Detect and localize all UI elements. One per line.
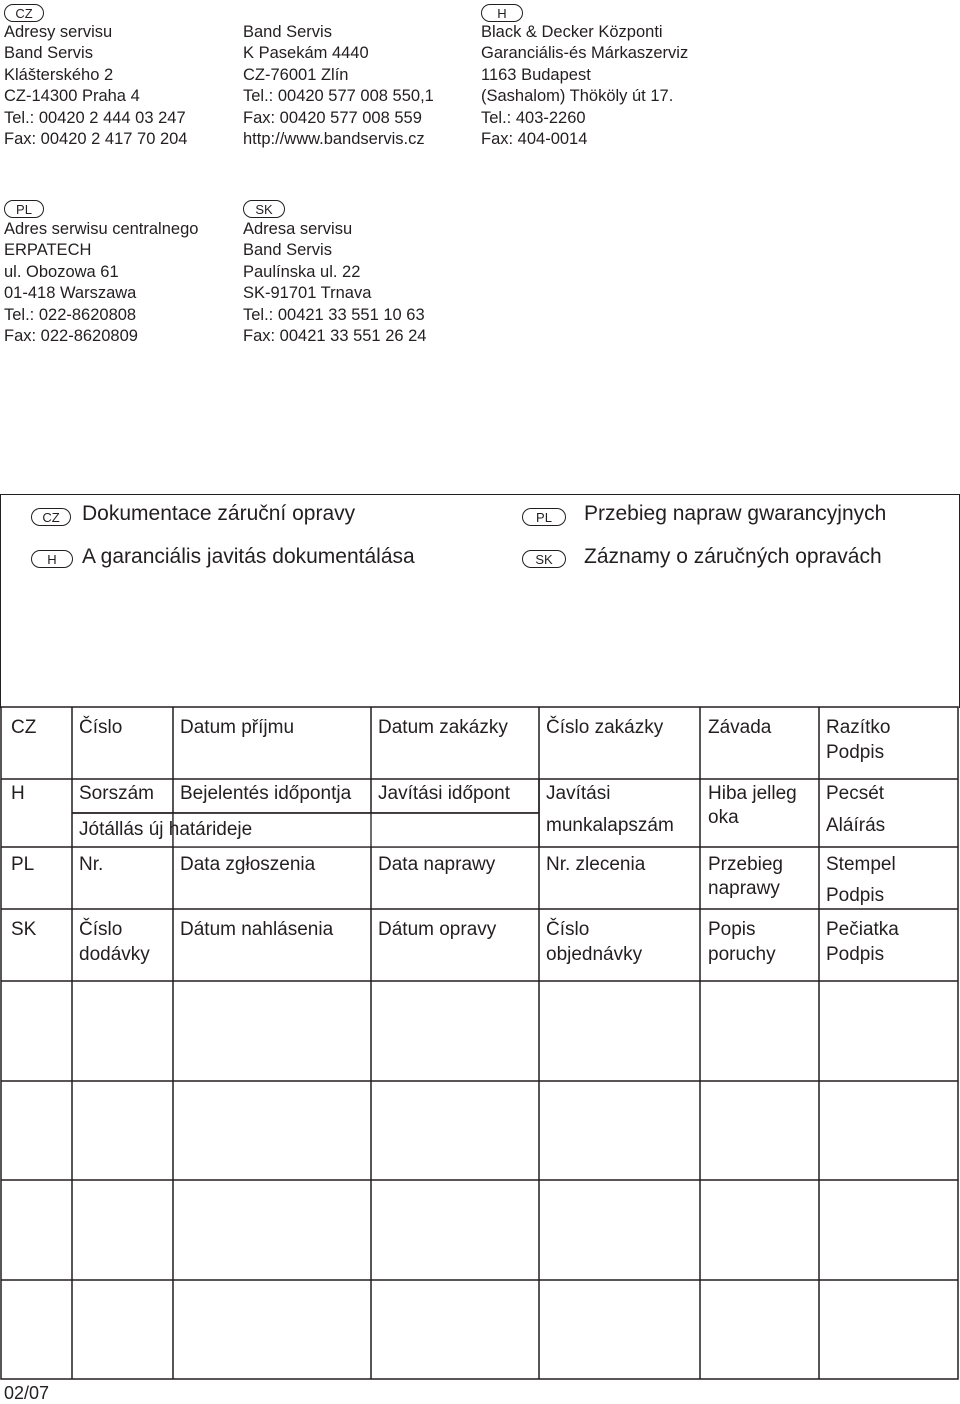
lang-badge-h: H <box>481 4 523 22</box>
lang-badge-pl: PL <box>4 200 44 218</box>
lang-badge-cz: CZ <box>31 508 71 526</box>
col-received-date-h: Bejelentés időpontja <box>180 783 352 804</box>
address-line: Tel.: 022-8620808 <box>4 305 137 324</box>
col-stamp-pl: Stempel <box>826 854 896 875</box>
address-line: 1163 Budapest <box>481 65 591 84</box>
col-signature-h: Aláírás <box>826 815 886 836</box>
address-line: Black & Decker Központi <box>481 23 663 41</box>
lang-badge-sk: SK <box>243 200 285 218</box>
lang-badge-pl: PL <box>522 508 566 526</box>
col-stamp-h: Pecsét <box>826 783 885 804</box>
col-stamp-sk: Pečiatka <box>826 919 899 940</box>
address-line: Tel.: 00420 577 008 550,1 <box>243 87 434 106</box>
col-order-number-sk: Číslo <box>546 919 590 940</box>
col-order-date-h: Javítási időpont <box>378 783 511 804</box>
lang-badge-sk: SK <box>522 550 566 568</box>
col-number-sk-2: dodávky <box>79 944 150 965</box>
col-received-date-cz: Datum příjmu <box>180 717 295 738</box>
col-fault-h-2: oka <box>708 807 739 828</box>
col-received-date-sk: Dátum nahlásenia <box>180 919 334 940</box>
col-fault-pl-2: naprawy <box>708 878 780 899</box>
new-warranty-deadline-h: Jótállás új határideje <box>79 819 253 840</box>
col-order-date-sk: Dátum opravy <box>378 919 497 940</box>
col-stamp-cz: Razítko <box>826 717 891 738</box>
warranty-title-box <box>0 494 960 708</box>
col-order-number-cz: Číslo zakázky <box>546 717 664 738</box>
address-line: SK-91701 Trnava <box>243 284 372 303</box>
lang-badge-h: H <box>31 550 73 568</box>
row-lang-pl: PL <box>11 854 35 875</box>
address-line: Garanciális-és Márkaszerviz <box>481 44 689 63</box>
col-signature-pl: Podpis <box>826 885 885 906</box>
col-number-cz: Číslo <box>79 717 123 738</box>
col-number-sk: Číslo <box>79 919 123 940</box>
col-received-date-pl: Data zgłoszenia <box>180 854 316 875</box>
warranty-table <box>0 706 960 1382</box>
address-line: Tel.: 00421 33 551 10 63 <box>243 305 425 324</box>
col-fault-cz: Závada <box>708 717 772 738</box>
address-line: Fax: 00420 2 417 70 204 <box>4 130 188 149</box>
address-line: K Pasekám 4440 <box>243 44 369 63</box>
col-fault-pl: Przebieg <box>708 854 783 875</box>
title-h: A garanciális javitás dokumentálása <box>82 545 415 568</box>
document-code: 02/07 <box>4 1383 50 1403</box>
address-pl <box>4 219 198 347</box>
address-line: http://www.bandservis.cz <box>243 130 425 149</box>
col-order-number-sk-2: objednávky <box>546 944 643 965</box>
address-sk <box>243 219 426 347</box>
address-h <box>481 22 688 150</box>
address-line: Fax: 00420 577 008 559 <box>243 108 422 127</box>
address-line: Fax: 00421 33 551 26 24 <box>243 327 427 346</box>
address-line: Tel.: 00420 2 444 03 247 <box>4 108 186 127</box>
col-fault-sk-2: poruchy <box>708 944 776 965</box>
col-order-number-h-2: munkalapszám <box>546 815 674 836</box>
address-line: Fax: 404-0014 <box>481 130 588 149</box>
col-signature-sk: Podpis <box>826 944 885 965</box>
address-line: Band Servis <box>4 44 93 63</box>
row-lang-h: H <box>11 783 25 804</box>
col-order-number-h: Javítási <box>546 783 611 804</box>
address-cz-zlin <box>243 22 434 150</box>
col-order-date-pl: Data naprawy <box>378 854 496 875</box>
table-grid-lines <box>0 706 960 1382</box>
address-line: (Sashalom) Thököly út 17. <box>481 87 674 106</box>
lang-badge-cz: CZ <box>4 4 44 22</box>
address-line: Klášterského 2 <box>4 65 114 84</box>
address-line: Band Servis <box>243 23 332 41</box>
col-signature-cz: Podpis <box>826 742 885 763</box>
address-line: CZ-76001 Zlín <box>243 65 349 84</box>
address-line: Band Servis <box>243 241 332 260</box>
col-number-pl: Nr. <box>79 854 104 875</box>
title-pl: Przebieg napraw gwarancyjnych <box>584 502 887 525</box>
address-line: Fax: 022-8620809 <box>4 327 138 346</box>
address-line: Tel.: 403-2260 <box>481 108 586 127</box>
address-line: ERPATECH <box>4 241 92 260</box>
address-line: Adres serwisu centralnego <box>4 220 199 238</box>
address-line: CZ-14300 Praha 4 <box>4 87 140 106</box>
col-fault-h: Hiba jelleg <box>708 783 797 804</box>
col-fault-sk: Popis <box>708 919 756 940</box>
title-cz: Dokumentace záruční opravy <box>82 502 356 525</box>
col-number-h: Sorszám <box>79 783 154 804</box>
address-line: Paulínska ul. 22 <box>243 262 361 281</box>
col-order-date-cz: Datum zakázky <box>378 717 508 738</box>
address-cz-prague <box>4 22 187 150</box>
address-line: 01-418 Warszawa <box>4 284 137 303</box>
title-sk: Záznamy o záručných opravách <box>584 545 882 568</box>
col-order-number-pl: Nr. zlecenia <box>546 854 646 875</box>
address-line: ul. Obozowa 61 <box>4 262 119 281</box>
row-lang-sk: SK <box>11 919 37 940</box>
row-lang-cz: CZ <box>11 717 37 738</box>
address-line: Adresa servisu <box>243 220 353 238</box>
address-line: Adresy servisu <box>4 23 113 41</box>
